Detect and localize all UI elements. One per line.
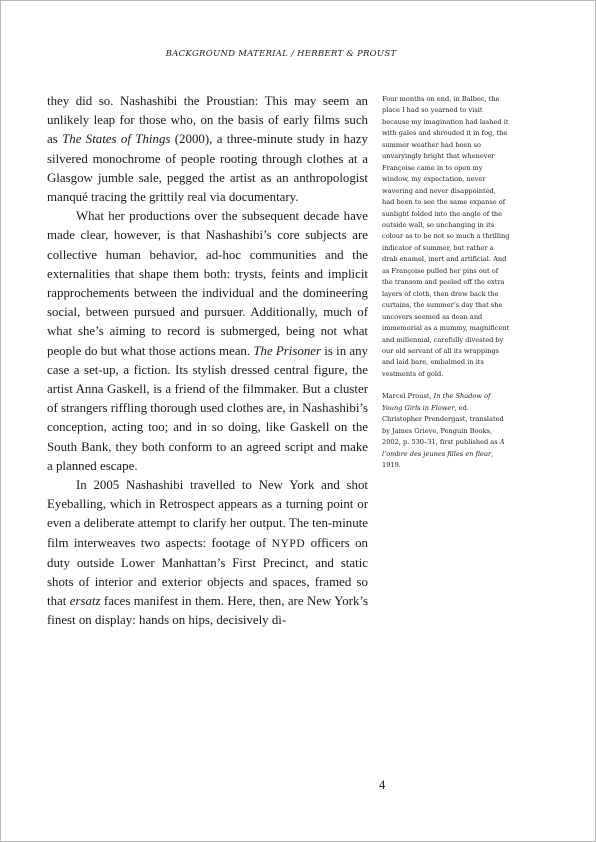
page-number: 4 bbox=[379, 778, 386, 792]
sidebar-quote-column bbox=[382, 94, 510, 472]
body-paragraph: In 2005 Nashashibi travelled to New York and shot Eyeballing, which in Retrospect appears as a turning point or even a deliberate attempt to clarify her output. The ten-minute film interweaves two aspects: footage of NYPD officers on duty outside Lower Manhattan’s First Precinct, and static shots of interior and exterior objects and spaces, framed so that ersatz faces manifest in them. Here, then, are New York’s finest on display: hands on hips, decisively di- bbox=[47, 478, 368, 628]
quote-citation: Marcel Proust, In the Shadow of Young Girls in Flower, ed. Christopher Prendergast, translated by James Grieve, Penguin Books, 2002, p. 530–31, first published as A l’ombre des jeunes filles en fleur, 1919. bbox=[382, 392, 505, 470]
film-title: The States of Things bbox=[62, 132, 171, 147]
proust-quote: Four months on end, in Balbec, the place I had so yearned to visit because my imagination had lashed it with gales and shrouded it in fog, the summer weather had been so unvaryingly bright that whenever Françoise came in to open my window, my expectation, never wavering and never disappointed, had been to see the same expanse of sunlight folded into the angle of the outside wall, so unchanging in its colour as to be not so much a thrilling indicator of summer, but rather a drab enamel, inert and artificial. And as Françoise pulled her pins out of the transom and peeled off the extra layers of cloth, then drew back the curtains, the summer’s day that she uncovers seemed as dean and immemorial as a mummy, magnificent and millennial, carefully divested by our old servant of all its wrappings and laid bare, embalmed in its vestments of gold. bbox=[382, 95, 510, 378]
main-text-column bbox=[47, 92, 368, 631]
running-header: BACKGROUND MATERIAL / HERBERT & PROUST bbox=[165, 49, 397, 59]
body-paragraph: What her productions over the subsequent decade have made clear, however, is that Nashashibi’s core subjects are collective human behavior, ad-hoc communities and the externalities that shape them both: trysts, feints and implicit rapprochements between the individual and the domineering social, between pursued and pursuer. Additionally, much of what she’s aiming to record is submerged, being not what people do but what those actions mean. The Prisoner is in any case a set-up, a fiction. Its stylish dressed central figure, the artist Anna Gaskell, is a friend of the filmmaker. But a cluster of strangers riffling thorough used clothes are, in Nashashibi’s conception, acting too; and in so doing, like Gaskell on the South Bank, they both conform to an agreed script and make a planned escape. bbox=[47, 209, 369, 473]
emphasis: ersatz bbox=[69, 594, 101, 609]
book-title: In the Shadow of Young Girls in Flower bbox=[382, 392, 491, 412]
film-title: The Prisoner bbox=[253, 343, 322, 358]
body-paragraph: they did so. Nashashibi the Proustian: This may seem an unlikely leap for those who, on the basis of early films such as The States of Things (2000), a three-minute study in hazy silvered monochrome of people rooting through clothes at a Glasgow jumble sale, pegged the artist as an anthropologist manqué tracing the grittily real via documentary. bbox=[47, 94, 368, 205]
original-book-title: A l’ombre des jeunes filles en fleur bbox=[382, 438, 505, 458]
acronym: NYPD bbox=[271, 537, 306, 550]
